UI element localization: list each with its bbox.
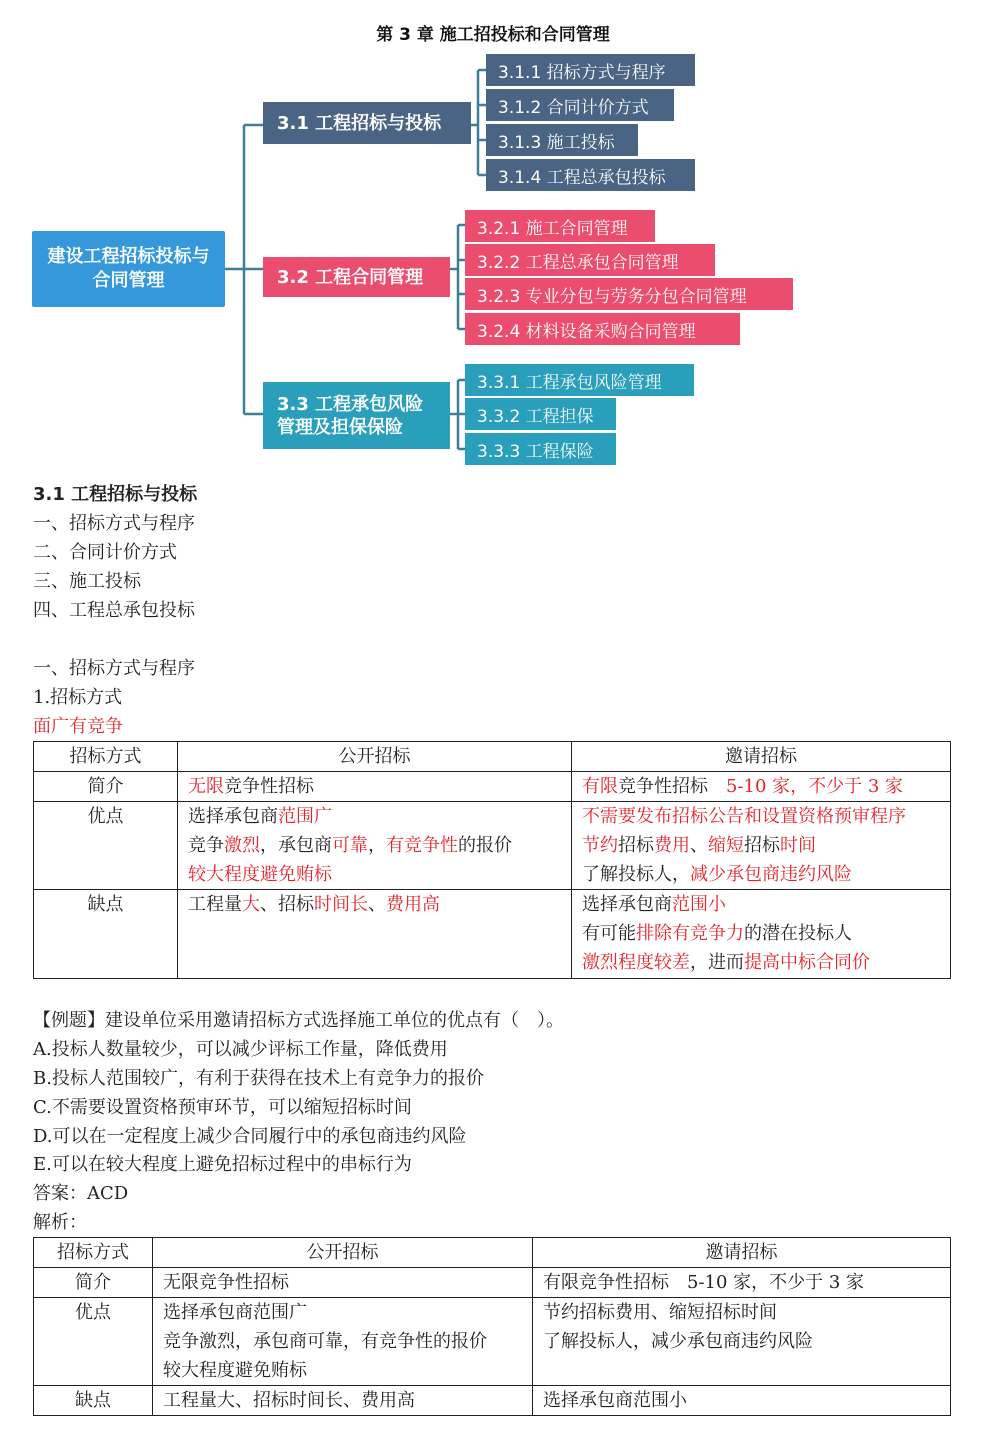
highlighted-text: 缩短 xyxy=(708,835,744,856)
table-header-row xyxy=(34,742,951,772)
plain-text: 选择承包商 xyxy=(188,806,278,827)
row-label: 简介 xyxy=(34,772,178,802)
cell-line xyxy=(188,831,561,860)
cell-line xyxy=(582,802,940,831)
mindmap-leaf-3-2-1: 3.2.1 施工合同管理 xyxy=(465,210,655,242)
highlighted-text: 可靠 xyxy=(332,835,368,856)
rich-text xyxy=(188,890,561,919)
table-header-row xyxy=(34,1238,951,1268)
cell-line xyxy=(582,831,940,860)
toc-item: 三、施工投标 xyxy=(33,571,141,592)
example-analysis-label: 解析： xyxy=(33,1212,87,1233)
cell-cons-invite: 选择承包商范围小 xyxy=(533,1386,951,1416)
toc-item: 一、招标方式与程序 xyxy=(33,513,195,534)
connector-children-1 xyxy=(471,70,486,175)
table-row xyxy=(34,1386,951,1416)
red-note: 面广有竞争 xyxy=(33,716,123,737)
plain-text: 的报价 xyxy=(458,835,512,856)
example-option: A.投标人数量较少，可以减少评标工作量，降低费用 xyxy=(33,1039,448,1060)
example-option: C.不需要设置资格预审环节，可以缩短招标时间 xyxy=(33,1097,412,1118)
highlighted-text: 排除有竞争力 xyxy=(636,923,744,944)
table-row xyxy=(34,890,951,979)
comparison-table-2 xyxy=(33,1237,951,1416)
cell-cons-open xyxy=(178,890,572,979)
plain-text: 招标 xyxy=(744,835,780,856)
plain-text: 、 xyxy=(690,835,708,856)
highlighted-text: 范围小 xyxy=(672,894,726,915)
highlighted-text: 有竞争性 xyxy=(386,835,458,856)
table-header-cell: 招标方式 xyxy=(34,742,178,772)
table-header-cell: 邀请招标 xyxy=(572,742,951,772)
highlighted-text: 激烈 xyxy=(224,835,260,856)
mindmap-leaf-3-2-4: 3.2.4 材料设备采购合同管理 xyxy=(465,313,740,345)
highlighted-text: 不需要发布招标公告和设置资格预审程序 xyxy=(582,806,906,827)
example-option: D.可以在一定程度上减少合同履行中的承包商违约风险 xyxy=(33,1126,467,1147)
row-label: 简介 xyxy=(34,1268,153,1298)
rich-text xyxy=(582,802,940,889)
highlighted-text: 激烈程度较差 xyxy=(582,952,690,973)
mindmap-leaf-3-1-1: 3.1.1 招标方式与程序 xyxy=(486,54,695,86)
mind-map xyxy=(0,0,986,470)
plain-text: 了解投标人， xyxy=(582,864,690,885)
mindmap-leaf-3-3-2: 3.3.2 工程担保 xyxy=(465,398,616,430)
highlighted-text: 费用高 xyxy=(386,894,440,915)
example-option: E.可以在较大程度上避免招标过程中的串标行为 xyxy=(33,1154,412,1175)
mindmap-leaf-3-3-3: 3.3.3 工程保险 xyxy=(465,433,616,465)
cell-cons-invite xyxy=(572,890,951,979)
cell-line xyxy=(582,860,940,889)
table-header-cell: 招标方式 xyxy=(34,1238,153,1268)
example-question: 【例题】建设单位采用邀请招标方式选择施工单位的优点有（ ）。 xyxy=(33,1010,564,1031)
highlighted-text: 范围广 xyxy=(278,806,332,827)
cell-line xyxy=(188,890,561,919)
table-header-cell: 邀请招标 xyxy=(533,1238,951,1268)
row-label: 缺点 xyxy=(34,890,178,979)
plain-text: 、 xyxy=(368,894,386,915)
mindmap-branch-3-3: 3.3 工程承包风险管理及担保保险 xyxy=(263,382,450,449)
plain-text: 选择承包商 xyxy=(582,894,672,915)
comparison-table-1 xyxy=(33,741,951,979)
plain-text: 竞争性招标 xyxy=(618,776,726,797)
mindmap-leaf-3-3-1: 3.3.1 工程承包风险管理 xyxy=(465,364,694,396)
cell-line: 了解投标人，减少承包商违约风险 xyxy=(543,1331,813,1352)
table-row xyxy=(34,802,951,890)
plain-text: ，承包商 xyxy=(260,835,332,856)
sub-heading: 一、招标方式与程序 xyxy=(33,658,195,679)
toc-item: 二、合同计价方式 xyxy=(33,542,177,563)
rich-text xyxy=(188,772,561,801)
cell-pros-invite xyxy=(572,802,951,890)
cell-line xyxy=(188,860,561,889)
example-option: B.投标人范围较广，有利于获得在技术上有竞争力的报价 xyxy=(33,1068,484,1089)
row-label: 优点 xyxy=(34,1298,153,1386)
plain-text: 竞争 xyxy=(188,835,224,856)
table-header-cell: 公开招标 xyxy=(178,742,572,772)
highlighted-text: 费用 xyxy=(654,835,690,856)
cell-line xyxy=(582,772,940,801)
cell-line: 较大程度避免贿标 xyxy=(163,1360,307,1381)
section-heading: 3.1 工程招标与投标 xyxy=(33,484,198,505)
sub-sub-heading: 1.招标方式 xyxy=(33,687,123,708)
toc-item: 四、工程总承包投标 xyxy=(33,600,195,621)
plain-text: ，进而 xyxy=(690,952,744,973)
mindmap-leaf-3-1-4: 3.1.4 工程总承包投标 xyxy=(486,159,695,191)
mindmap-branch-3-2: 3.2 工程合同管理 xyxy=(263,257,450,297)
table-header-cell: 公开招标 xyxy=(153,1238,533,1268)
highlighted-text: 时间 xyxy=(780,835,816,856)
cell-intro-open xyxy=(178,772,572,802)
plain-text: 的潜在投标人 xyxy=(744,923,852,944)
cell-pros-open xyxy=(178,802,572,890)
rich-text xyxy=(582,890,940,977)
connector-children-3 xyxy=(450,380,465,449)
table-row xyxy=(34,1268,951,1298)
example-answer: 答案：ACD xyxy=(33,1183,129,1204)
cell-line xyxy=(188,802,561,831)
plain-text: 、招标 xyxy=(260,894,314,915)
mindmap-branch-3-1: 3.1 工程招标与投标 xyxy=(263,102,471,144)
connector-children-2 xyxy=(450,225,465,329)
highlighted-text: 较大程度避免贿标 xyxy=(188,864,332,885)
highlighted-text: 无限 xyxy=(188,776,224,797)
mindmap-root: 建设工程招标投标与合同管理 xyxy=(32,231,225,307)
row-label: 缺点 xyxy=(34,1386,153,1416)
cell-intro-invite: 有限竞争性招标 5-10 家，不少于 3 家 xyxy=(533,1268,951,1298)
highlighted-text: 有限 xyxy=(582,776,618,797)
rich-text xyxy=(188,802,561,889)
cell-line xyxy=(188,772,561,801)
mindmap-leaf-3-2-3: 3.2.3 专业分包与劳务分包合同管理 xyxy=(465,278,793,310)
cell-line xyxy=(582,890,940,919)
cell-line: 竞争激烈，承包商可靠，有竞争性的报价 xyxy=(163,1331,487,1352)
mindmap-leaf-3-1-3: 3.1.3 施工投标 xyxy=(486,124,638,156)
cell-pros-open xyxy=(153,1298,533,1386)
highlighted-text: 节约 xyxy=(582,835,618,856)
plain-text: 招标 xyxy=(618,835,654,856)
plain-text: 工程量 xyxy=(188,894,242,915)
plain-text: 竞争性招标 xyxy=(224,776,314,797)
mindmap-leaf-3-1-2: 3.1.2 合同计价方式 xyxy=(486,89,674,121)
highlighted-text: 大 xyxy=(242,894,260,915)
mindmap-leaf-3-2-2: 3.2.2 工程总承包合同管理 xyxy=(465,244,715,276)
cell-line xyxy=(582,948,940,977)
highlighted-text: 减少承包商违约风险 xyxy=(690,864,852,885)
plain-text: ， xyxy=(368,835,386,856)
cell-line: 选择承包商范围广 xyxy=(163,1302,307,1323)
highlighted-text: 提高中标合同价 xyxy=(744,952,870,973)
chapter-title: 第 3 章 施工招投标和合同管理 xyxy=(376,25,610,45)
cell-line xyxy=(582,919,940,948)
cell-pros-invite xyxy=(533,1298,951,1386)
row-label: 优点 xyxy=(34,802,178,890)
cell-cons-open: 工程量大、招标时间长、费用高 xyxy=(153,1386,533,1416)
rich-text xyxy=(582,772,940,801)
cell-intro-invite xyxy=(572,772,951,802)
highlighted-text: 5-10 家，不少于 3 家 xyxy=(726,776,904,797)
table-row xyxy=(34,1298,951,1386)
highlighted-text: 时间长 xyxy=(314,894,368,915)
cell-intro-open: 无限竞争性招标 xyxy=(153,1268,533,1298)
table-row xyxy=(34,772,951,802)
cell-line: 节约招标费用、缩短招标时间 xyxy=(543,1302,777,1323)
plain-text: 有可能 xyxy=(582,923,636,944)
